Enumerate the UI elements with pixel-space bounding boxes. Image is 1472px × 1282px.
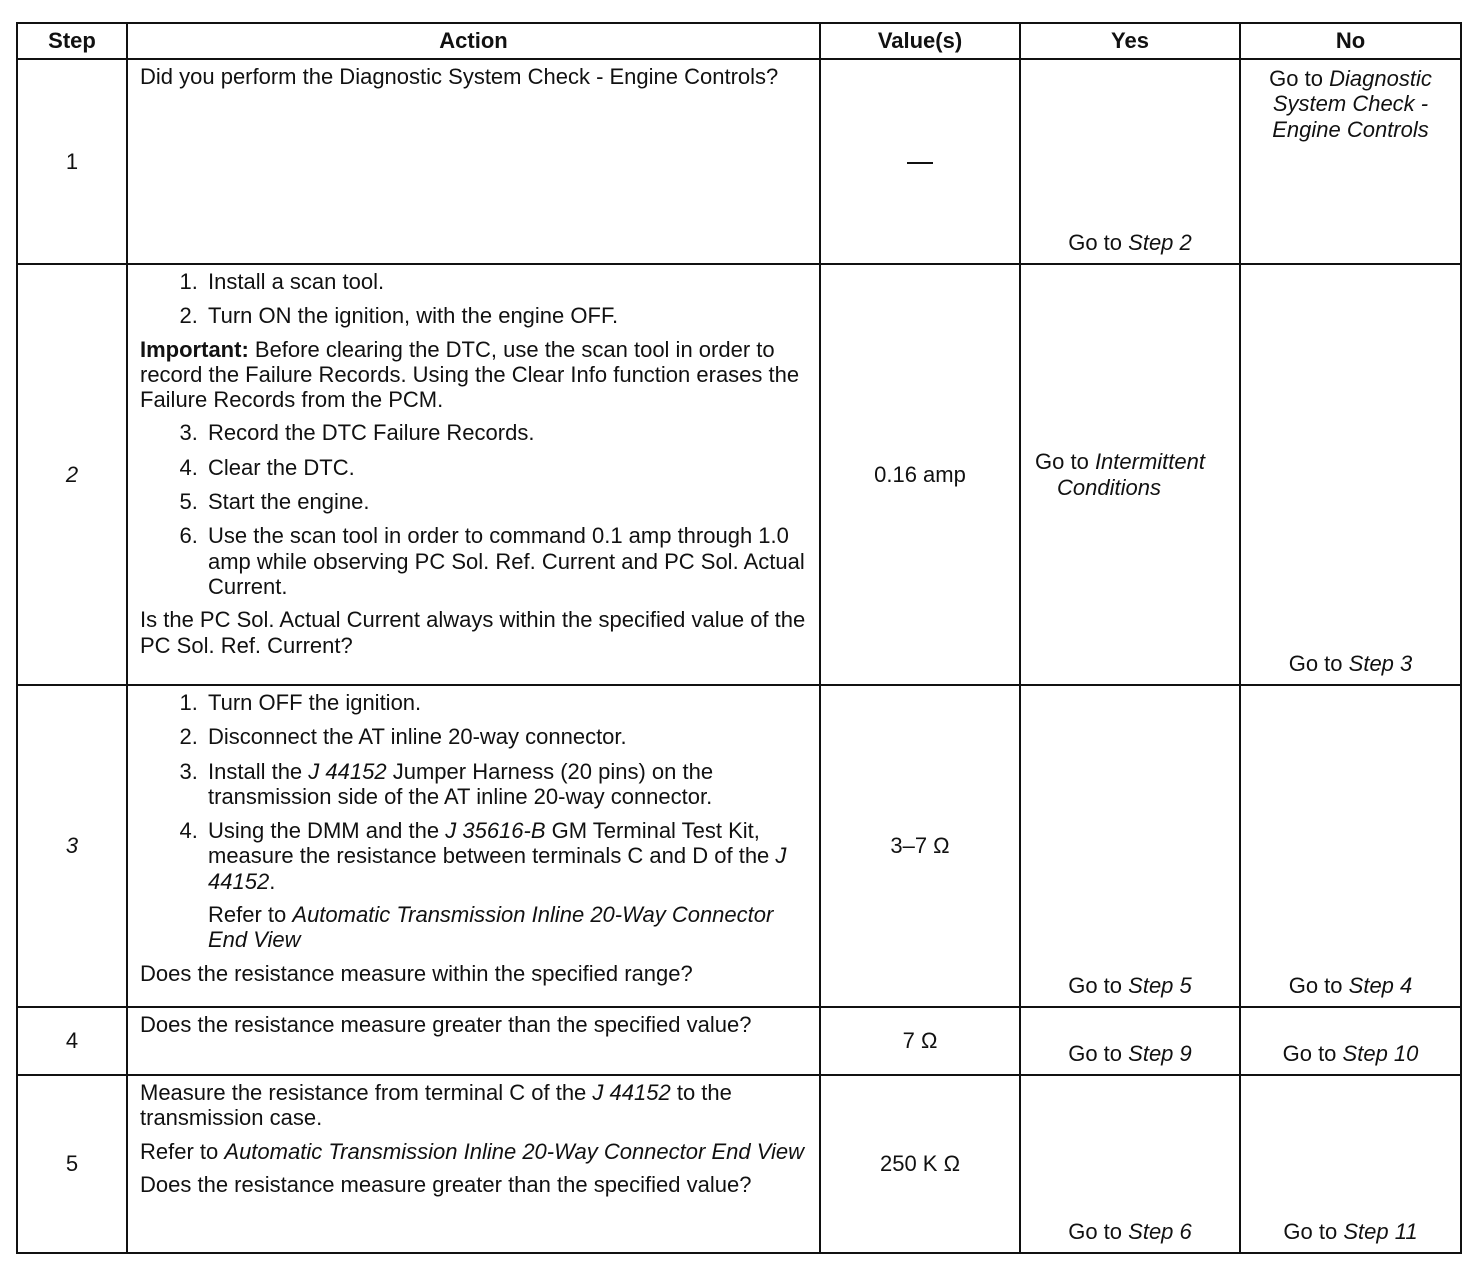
go-to-label: Go to [1283, 1218, 1338, 1244]
no-link-step-10[interactable]: Step 10 [1342, 1040, 1419, 1066]
yes-cell [1020, 1007, 1240, 1075]
no-link-step-3[interactable]: Step 3 [1348, 650, 1413, 676]
text-run: to the transmission case. [140, 1080, 732, 1131]
action-cell [127, 264, 820, 685]
table-row-step-1 [17, 59, 1461, 264]
refer-note [140, 1139, 807, 1164]
action-question: Does the resistance measure within the specified range? [140, 960, 693, 986]
action-list-b [140, 420, 807, 599]
text-run: Using the DMM and the [208, 818, 440, 844]
header-no: No [1240, 23, 1461, 59]
no-cell [1240, 264, 1461, 685]
tool-ref: J 44152 [208, 843, 787, 894]
header-yes: Yes [1020, 23, 1240, 59]
header-step: Step [17, 23, 127, 59]
text-run: Install the [208, 758, 303, 784]
tool-ref: J 44152 [308, 758, 387, 784]
go-to-label: Go to [1068, 972, 1123, 998]
value-cell: 0.16 amp [820, 264, 1020, 685]
refer-label: Refer to [140, 1138, 219, 1164]
go-to-label: Go to [1068, 1040, 1123, 1066]
step-number: 3 [17, 685, 127, 1007]
table-row-step-3 [17, 685, 1461, 1007]
step-number: 2 [17, 264, 127, 685]
action-question: Does the resistance measure greater than the specified value? [140, 1012, 752, 1037]
go-to-label: Go to [1282, 1040, 1337, 1066]
value-cell: 3–7 Ω [820, 685, 1020, 1007]
go-to-label: Go to [1035, 449, 1089, 475]
go-to-label: Go to [1068, 1218, 1123, 1244]
header-values: Value(s) [820, 23, 1020, 59]
value-dash [907, 162, 933, 164]
go-to-label: Go to [1068, 229, 1123, 255]
no-link-diagnostic-system-check[interactable]: Diagnostic System Check - Engine Controls [1272, 66, 1432, 142]
no-cell [1240, 1007, 1461, 1075]
text-run: GM Terminal Test Kit, measure the resistance between terminals C and D of the [208, 818, 770, 869]
step-number: 1 [17, 59, 127, 264]
action-question: Does the resistance measure greater than the specified value? [140, 1171, 752, 1197]
go-to-label: Go to [1269, 66, 1323, 91]
yes-link-step-2[interactable]: Step 2 [1128, 229, 1192, 255]
table-row-step-5 [17, 1075, 1461, 1253]
yes-cell [1020, 1075, 1240, 1253]
yes-link-step-5[interactable]: Step 5 [1128, 972, 1192, 998]
list-item: 1. Turn OFF the ignition. [204, 690, 807, 715]
header-row [17, 23, 1461, 59]
yes-cell [1020, 59, 1240, 264]
action-cell [127, 1075, 820, 1253]
refer-label: Refer to [208, 902, 287, 928]
step-number: 4 [17, 1007, 127, 1075]
yes-link-step-6[interactable]: Step 6 [1128, 1218, 1192, 1244]
table-row-step-2 [17, 264, 1461, 685]
yes-link-conditions[interactable]: Conditions [1057, 474, 1161, 500]
text-run: Measure the resistance from terminal C of the [140, 1080, 587, 1105]
table-row-step-4 [17, 1007, 1461, 1075]
action-cell [127, 59, 820, 264]
important-text: Before clearing the DTC, use the scan tool in order to record the Failure Records. Using the Clear Info function erases the Failure Records from the PCM. [140, 336, 800, 413]
measure-instruction [140, 1080, 807, 1131]
important-label: Important: [140, 336, 249, 362]
list-item: 1. Install a scan tool. [204, 269, 807, 294]
go-to-label: Go to [1288, 972, 1343, 998]
list-item: 3. Record the DTC Failure Records. [204, 420, 807, 445]
action-list [140, 690, 807, 894]
list-item: 6. Use the scan tool in order to command 0.1 amp through 1.0 amp while observing PC Sol. Ref. Current and PC Sol. Actual Current. [204, 523, 807, 599]
no-link-step-4[interactable]: Step 4 [1348, 972, 1413, 998]
text-run: Jumper Harness (20 pins) on the transmission side of the AT inline 20-way connector. [208, 758, 714, 809]
list-item: 5. Start the engine. [204, 489, 807, 514]
step-number: 5 [17, 1075, 127, 1253]
value-cell: 250 K Ω [820, 1075, 1020, 1253]
yes-link-intermittent[interactable]: Intermittent [1094, 449, 1205, 475]
refer-link[interactable]: Automatic Transmission Inline 20-Way Connector End View [208, 902, 774, 953]
value-cell: 7 Ω [820, 1007, 1020, 1075]
yes-cell [1020, 685, 1240, 1007]
refer-link[interactable]: Automatic Transmission Inline 20-Way Connector End View [224, 1138, 804, 1164]
action-question: Did you perform the Diagnostic System Check - Engine Controls? [140, 64, 779, 89]
action-cell [127, 1007, 820, 1075]
yes-cell [1020, 264, 1240, 685]
diagnostic-table [16, 22, 1462, 1254]
go-to-label: Go to [1288, 650, 1343, 676]
text-run: . [269, 868, 276, 894]
no-link-step-11[interactable]: Step 11 [1343, 1218, 1418, 1244]
list-item: 2. Disconnect the AT inline 20-way connector. [204, 724, 807, 749]
no-cell [1240, 685, 1461, 1007]
no-cell [1240, 59, 1461, 264]
list-item [204, 818, 807, 894]
list-item: 2. Turn ON the ignition, with the engine OFF. [204, 303, 807, 328]
tool-ref: J 44152 [592, 1080, 671, 1105]
no-cell [1240, 1075, 1461, 1253]
action-list-a [140, 269, 807, 329]
important-note [140, 337, 807, 413]
yes-link-step-9[interactable]: Step 9 [1128, 1040, 1192, 1066]
list-item: 4. Clear the DTC. [204, 455, 807, 480]
value-cell [820, 59, 1020, 264]
list-item [204, 759, 807, 810]
tool-ref: J 35616-B [445, 818, 546, 844]
action-cell [127, 685, 820, 1007]
header-action: Action [127, 23, 820, 59]
action-question: Is the PC Sol. Actual Current always within the specified value of the PC Sol. Ref. Current? [140, 607, 806, 658]
refer-note [204, 902, 807, 953]
